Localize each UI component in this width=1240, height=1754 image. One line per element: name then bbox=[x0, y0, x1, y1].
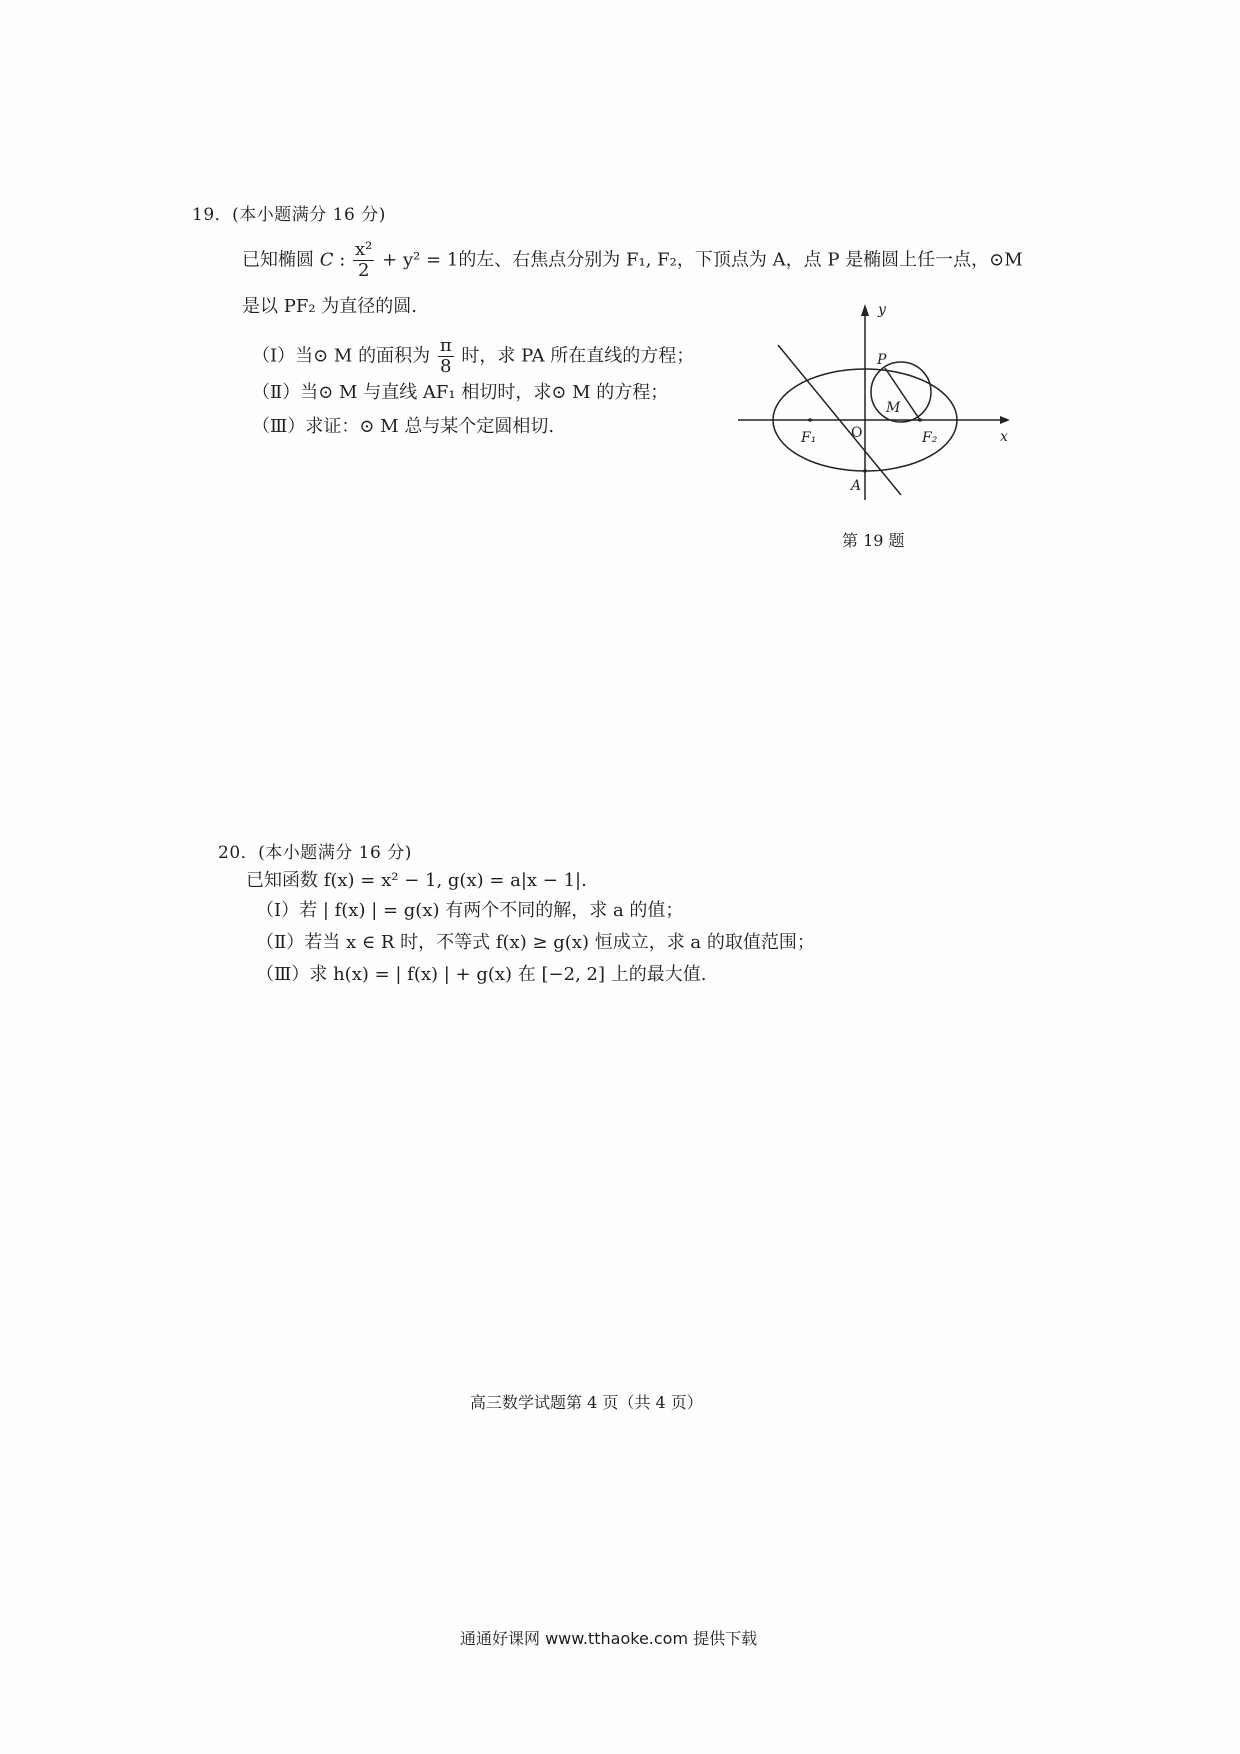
q19-stem: 已知椭圆 C : $\frac{\text{x²}}{2}$ + y² = 1的左、右焦点分别为 F₁, F₂，下顶点为 A，点 P 是椭圆上任一点，⊙M bbox=[242, 239, 1023, 281]
q19-fraction bbox=[353, 240, 374, 281]
x-axis-arrow bbox=[1000, 416, 1010, 424]
q19-part2: （Ⅱ）当⊙ M 与直线 AF₁ 相切时，求⊙ M 的方程； bbox=[252, 382, 669, 403]
point-f2 bbox=[918, 418, 922, 422]
q20-part1: （Ⅰ）若 | f(x) | = g(x) 有两个不同的解，求 a 的值； bbox=[256, 900, 684, 921]
q19-stem-prefix: 已知椭圆 bbox=[242, 249, 314, 271]
point-a bbox=[863, 469, 867, 473]
q19-part3: （Ⅲ）求证：⊙ M 总与某个定圆相切. bbox=[252, 416, 555, 437]
label-x: x bbox=[1000, 429, 1008, 445]
q19-stem-rest: 的左、右焦点分别为 F₁, F₂，下顶点为 A，点 P 是椭圆上任一点，⊙M bbox=[458, 249, 1023, 271]
ellipse-diagram bbox=[738, 300, 1018, 510]
y-axis-arrow bbox=[861, 304, 869, 316]
q19-part1-frac-den: 8 bbox=[440, 355, 452, 377]
figure-caption: 第 19 题 bbox=[842, 531, 905, 550]
q19-part1-pre: （Ⅰ）当⊙ M 的面积为 bbox=[252, 345, 431, 367]
label-f1: F₁ bbox=[801, 430, 817, 446]
q19-part1-frac-num: π bbox=[439, 335, 452, 356]
q20-stem: 已知函数 f(x) = x² − 1, g(x) = a|x − 1|. bbox=[246, 870, 587, 891]
label-f2: F₂ bbox=[922, 430, 938, 446]
label-a: A bbox=[851, 478, 862, 494]
label-o: O bbox=[851, 425, 863, 441]
page-footer: 高三数学试题第 4 页（共 4 页） bbox=[470, 1393, 703, 1412]
q19-frac-den: 2 bbox=[357, 259, 370, 281]
q19-stem-line2: 是以 PF₂ 为直径的圆. bbox=[242, 296, 417, 317]
site-footer: 通通好课网 www.tthaoke.com 提供下载 bbox=[460, 1629, 758, 1648]
q19-frac-num: x² bbox=[355, 239, 373, 260]
label-m: M bbox=[886, 400, 901, 416]
q19-part1 bbox=[252, 336, 694, 377]
q19-figure bbox=[738, 300, 1018, 510]
label-y: y bbox=[878, 302, 886, 318]
q19-ellipse-var: C bbox=[319, 249, 334, 271]
q19-eq-tail: + y² = 1 bbox=[382, 249, 459, 271]
point-f1 bbox=[808, 418, 812, 422]
q20-part3: （Ⅲ）求 h(x) = | f(x) | + g(x) 在 [−2, 2] 上的最大值. bbox=[256, 964, 707, 985]
q20-part2: （Ⅱ）若当 x ∈ R 时，不等式 f(x) ≥ g(x) 恒成立，求 a 的取值范围； bbox=[256, 932, 815, 953]
q19-part1-post: 时，求 PA 所在直线的方程； bbox=[461, 345, 695, 367]
q20-heading: 20．(本小题满分 16 分) bbox=[218, 843, 412, 863]
q19-part1-fraction bbox=[438, 336, 454, 377]
q19-heading: 19．(本小题满分 16 分) bbox=[192, 205, 386, 225]
label-p: P bbox=[877, 352, 887, 368]
